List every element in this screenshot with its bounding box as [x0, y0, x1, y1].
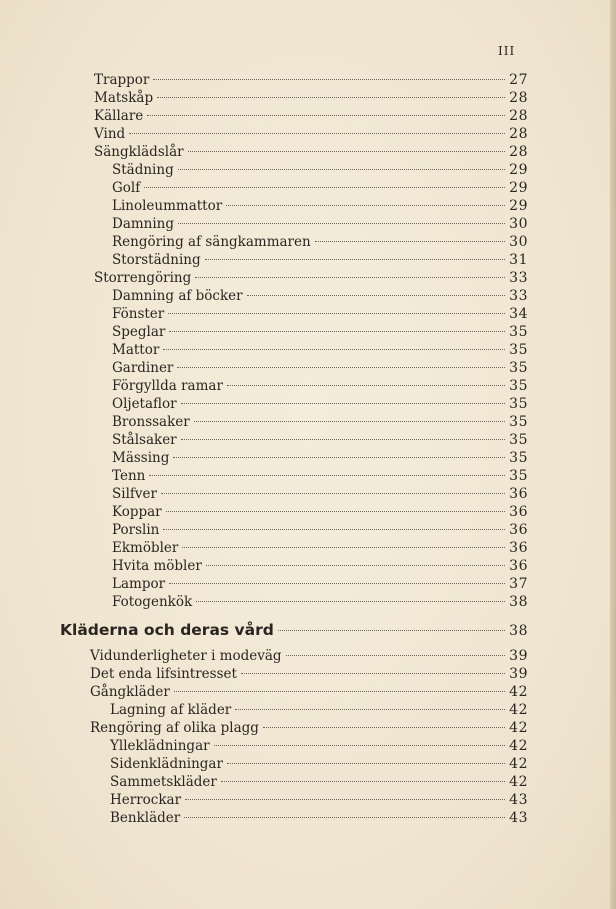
toc-entry-page: 35 — [509, 450, 528, 466]
leader-dots — [214, 745, 506, 746]
leader-dots — [129, 133, 505, 134]
leader-dots — [184, 817, 505, 818]
toc-entry-label: Porslin — [112, 522, 160, 538]
toc-entry-page: 36 — [509, 540, 528, 556]
toc-entry-label: Benkläder — [110, 810, 181, 826]
toc-entry — [112, 252, 528, 269]
toc-entry — [112, 306, 528, 323]
toc-entry-label: Damning — [112, 216, 175, 232]
toc-entry-label: Koppar — [112, 504, 162, 520]
toc-entry — [112, 324, 528, 341]
toc-entry-page: 42 — [509, 738, 528, 754]
section-heading-label: Kläderna och deras vård — [60, 621, 274, 639]
leader-dots — [227, 763, 505, 764]
toc-entry — [90, 684, 528, 701]
toc-entry — [112, 234, 528, 251]
leader-dots — [185, 799, 505, 800]
leader-dots — [173, 457, 505, 458]
page-edge — [610, 0, 616, 909]
toc-entry — [112, 378, 528, 395]
toc-entry — [112, 342, 528, 359]
leader-dots — [181, 403, 506, 404]
leader-dots — [247, 295, 506, 296]
toc-entry — [110, 774, 528, 791]
leader-dots — [169, 583, 505, 584]
leader-dots — [169, 331, 505, 332]
toc-entry — [110, 810, 528, 827]
toc-entry — [112, 594, 528, 611]
toc-entry-page: 43 — [509, 810, 528, 826]
toc-entry-page: 36 — [509, 486, 528, 502]
toc-entry-page: 33 — [509, 270, 528, 286]
toc-entry-page: 33 — [509, 288, 528, 304]
toc-entry-label: Oljetaflor — [112, 396, 177, 412]
toc-entry-label: Förgyllda ramar — [112, 378, 223, 394]
toc-entry-page: 29 — [509, 162, 528, 178]
toc-entry — [94, 126, 528, 143]
toc-entry-label: Sängklädslår — [94, 144, 184, 160]
toc-entry — [112, 180, 528, 197]
toc-entry-page: 42 — [509, 702, 528, 718]
toc-entry-page: 35 — [509, 378, 528, 394]
toc-entry-page: 35 — [509, 396, 528, 412]
toc-entry — [112, 396, 528, 413]
toc-entry-page: 30 — [509, 234, 528, 250]
toc-entry — [94, 90, 528, 107]
toc-entry — [112, 522, 528, 539]
section-heading-page: 38 — [509, 623, 528, 639]
toc-entry-label: Gångkläder — [90, 684, 170, 700]
toc-entry — [112, 468, 528, 485]
toc-entry-label: Golf — [112, 180, 141, 196]
toc-entry — [112, 288, 528, 305]
leader-dots — [161, 493, 505, 494]
toc-entry-page: 34 — [509, 306, 528, 322]
section-heading — [60, 622, 528, 642]
toc-entry-label: Damning af böcker — [112, 288, 243, 304]
toc-entry-label: Bronssaker — [112, 414, 190, 430]
leader-dots — [263, 727, 505, 728]
toc-entry — [112, 558, 528, 575]
leader-dots — [144, 187, 505, 188]
toc-entry-label: Storstädning — [112, 252, 201, 268]
toc-entry-label: Lagning af kläder — [110, 702, 232, 718]
toc-entry-page: 43 — [509, 792, 528, 808]
leader-dots — [188, 151, 506, 152]
leader-dots — [166, 511, 506, 512]
leader-dots — [221, 781, 505, 782]
toc-entry — [94, 270, 528, 287]
toc-entry-page: 30 — [509, 216, 528, 232]
toc-entry-label: Mässing — [112, 450, 170, 466]
toc-entry-page: 36 — [509, 504, 528, 520]
leader-dots — [206, 565, 505, 566]
toc-entry-label: Lampor — [112, 576, 166, 592]
leader-dots — [149, 475, 505, 476]
toc-entry — [112, 216, 528, 233]
toc-entry — [112, 540, 528, 557]
toc-entry-page: 28 — [509, 90, 528, 106]
toc-entry — [94, 72, 528, 89]
toc-entry — [112, 432, 528, 449]
toc-entry-label: Herrockar — [110, 792, 182, 808]
toc-entry-label: Sammetskläder — [110, 774, 217, 790]
toc-entry-label: Silfver — [112, 486, 157, 502]
toc-entry — [90, 648, 528, 665]
toc-entry — [112, 504, 528, 521]
leader-dots — [227, 385, 505, 386]
leader-dots — [196, 601, 505, 602]
toc-entry — [112, 162, 528, 179]
toc-entry-label: Städning — [112, 162, 174, 178]
toc-entry — [112, 450, 528, 467]
toc-entry-page: 28 — [509, 108, 528, 124]
toc-entry — [112, 414, 528, 431]
toc-entry — [112, 360, 528, 377]
toc-entry-label: Vind — [94, 126, 126, 142]
leader-dots — [195, 277, 505, 278]
toc-entry-page: 35 — [509, 324, 528, 340]
leader-dots — [168, 313, 505, 314]
leader-dots — [181, 439, 506, 440]
toc-entry-label: Matskåp — [94, 90, 154, 106]
toc-entry-label: Rengöring af olika plagg — [90, 720, 259, 736]
toc-entry — [94, 144, 528, 161]
toc-entry-label: Vidunderligheter i modeväg — [90, 648, 282, 664]
toc-entry-label: Hvita möbler — [112, 558, 202, 574]
toc-entry-page: 42 — [509, 720, 528, 736]
toc-entry-label: Ekmöbler — [112, 540, 179, 556]
toc-entry-label: Mattor — [112, 342, 160, 358]
toc-entry-page: 28 — [509, 144, 528, 160]
leader-dots — [163, 349, 505, 350]
toc-entry-page: 35 — [509, 414, 528, 430]
toc-entry-label: Källare — [94, 108, 144, 124]
toc-entry-page: 35 — [509, 468, 528, 484]
toc-entry-page: 35 — [509, 432, 528, 448]
toc-entry-page: 36 — [509, 558, 528, 574]
toc-entry — [110, 792, 528, 809]
toc-entry-label: Speglar — [112, 324, 166, 340]
leader-dots — [315, 241, 505, 242]
leader-dots — [194, 421, 505, 422]
toc-entry-page: 29 — [509, 180, 528, 196]
toc-entry — [90, 666, 528, 683]
toc-entry — [112, 486, 528, 503]
leader-dots — [178, 223, 505, 224]
leader-dots — [163, 529, 505, 530]
leader-dots — [241, 673, 505, 674]
toc-entry-page: 29 — [509, 198, 528, 214]
page-number: III — [498, 44, 516, 58]
toc-entry-label: Storrengöring — [94, 270, 192, 286]
toc-entry-label: Linoleummattor — [112, 198, 223, 214]
toc-entry-page: 31 — [509, 252, 528, 268]
leader-dots — [174, 691, 505, 692]
toc-entry — [110, 702, 528, 719]
toc-entry-page: 38 — [509, 594, 528, 610]
leader-dots — [226, 205, 505, 206]
toc-entry — [110, 756, 528, 773]
leader-dots — [278, 630, 505, 631]
toc-entry-page: 42 — [509, 684, 528, 700]
toc-entry-page: 39 — [509, 648, 528, 664]
toc-entry-page: 28 — [509, 126, 528, 142]
toc-entry-label: Fotogenkök — [112, 594, 193, 610]
toc-entry — [90, 720, 528, 737]
leader-dots — [147, 115, 505, 116]
toc-entry-page: 42 — [509, 756, 528, 772]
toc-entry-page: 35 — [509, 342, 528, 358]
leader-dots — [153, 79, 505, 80]
toc-entry — [112, 198, 528, 215]
leader-dots — [205, 259, 506, 260]
toc-entry-page: 39 — [509, 666, 528, 682]
toc-entry-page: 27 — [509, 72, 528, 88]
leader-dots — [182, 547, 505, 548]
toc-entry-page: 35 — [509, 360, 528, 376]
toc-entry-page: 37 — [509, 576, 528, 592]
toc-entry-label: Sidenklädningar — [110, 756, 223, 772]
toc-entry-label: Gardiner — [112, 360, 174, 376]
leader-dots — [157, 97, 505, 98]
leader-dots — [286, 655, 506, 656]
leader-dots — [178, 169, 505, 170]
toc-entry-label: Trappor — [94, 72, 150, 88]
leader-dots — [235, 709, 505, 710]
toc-entry — [110, 738, 528, 755]
toc-entry — [94, 108, 528, 125]
toc-entry-label: Stålsaker — [112, 432, 177, 448]
toc-entry-label: Ylleklädningar — [110, 738, 210, 754]
toc-entry-label: Tenn — [112, 468, 146, 484]
leader-dots — [177, 367, 505, 368]
toc-entry-label: Fönster — [112, 306, 165, 322]
toc-entry-label: Det enda lifsintresset — [90, 666, 237, 682]
toc-entry-label: Rengöring af sängkammaren — [112, 234, 311, 250]
toc-entry-page: 36 — [509, 522, 528, 538]
toc-entry — [112, 576, 528, 593]
toc-entry-page: 42 — [509, 774, 528, 790]
